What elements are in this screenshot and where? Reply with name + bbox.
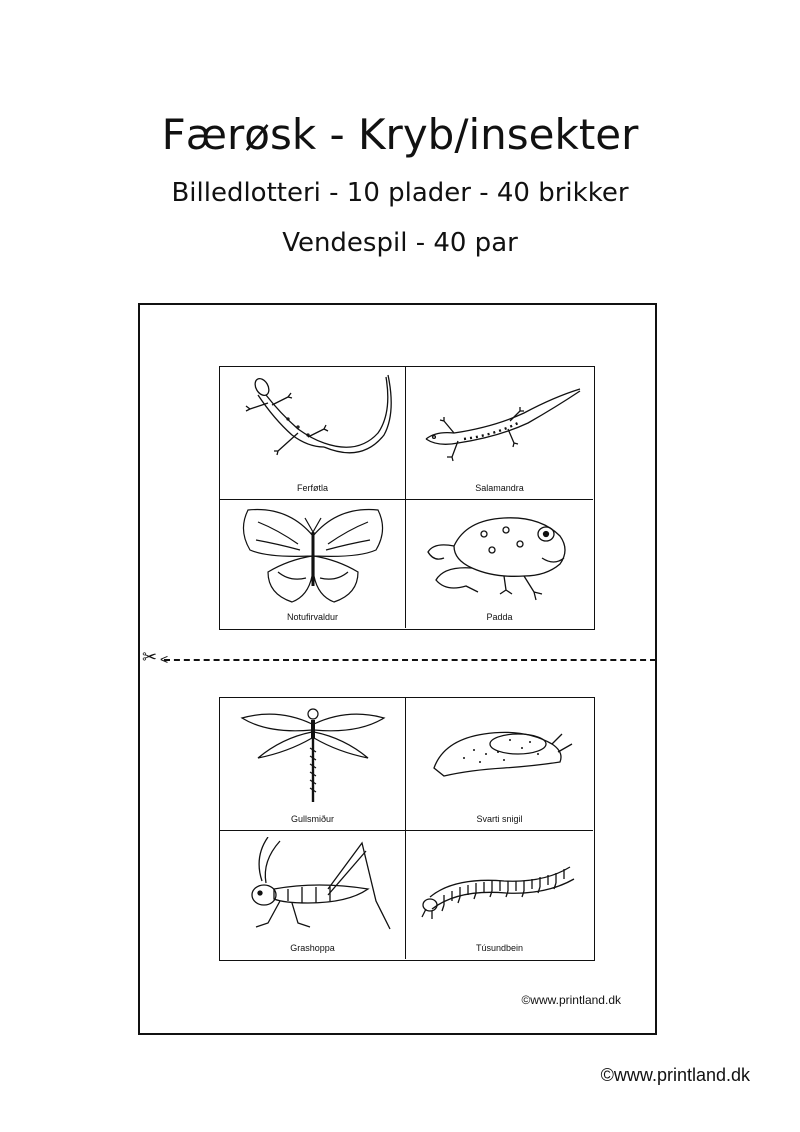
card-svarti-snigil xyxy=(406,698,593,831)
preview-sheet xyxy=(138,303,657,1035)
card-label: Salamandra xyxy=(475,483,524,493)
card-notufirvaldur xyxy=(220,500,406,628)
card-gullsmidur xyxy=(220,698,406,831)
card-grid-bottom xyxy=(219,697,595,961)
card-ferfotla xyxy=(220,367,406,500)
slug-illustration xyxy=(414,704,584,804)
grasshopper-illustration xyxy=(228,837,398,937)
card-label: Ferføtla xyxy=(296,483,328,493)
card-salamandra xyxy=(406,367,593,500)
card-grid-top xyxy=(219,366,595,630)
card-label: Padda xyxy=(486,612,513,622)
millipede-illustration xyxy=(414,837,584,937)
salamander-illustration xyxy=(414,373,584,473)
subtitle-memory: Vendespil - 40 par xyxy=(282,228,518,258)
subtitle-lotto: Billedlotteri - 10 plader - 40 brikker xyxy=(171,178,629,208)
card-label: Notufirvaldur xyxy=(286,612,339,622)
card-label: Grashoppa xyxy=(290,943,335,953)
page-title: Færøsk - Kryb/insekter xyxy=(161,110,639,159)
dragonfly-illustration xyxy=(228,704,398,804)
card-padda xyxy=(406,500,593,628)
toad-illustration xyxy=(414,506,584,606)
lizard-illustration xyxy=(228,373,398,473)
card-label: Túsundbein xyxy=(475,943,524,953)
scissors-icon: ✂ xyxy=(142,647,158,667)
cut-line xyxy=(164,659,656,661)
footer-copyright[interactable]: ©www.printland.dk xyxy=(600,1065,750,1085)
butterfly-illustration xyxy=(228,506,398,606)
card-tusundbein xyxy=(406,831,593,959)
arrow-left-icon: < xyxy=(160,651,169,667)
card-label: Gullsmiður xyxy=(290,814,334,824)
card-label: Svarti snigil xyxy=(476,814,523,824)
card-grashoppa xyxy=(220,831,406,959)
sheet-copyright: ©www.printland.dk xyxy=(521,993,621,1007)
